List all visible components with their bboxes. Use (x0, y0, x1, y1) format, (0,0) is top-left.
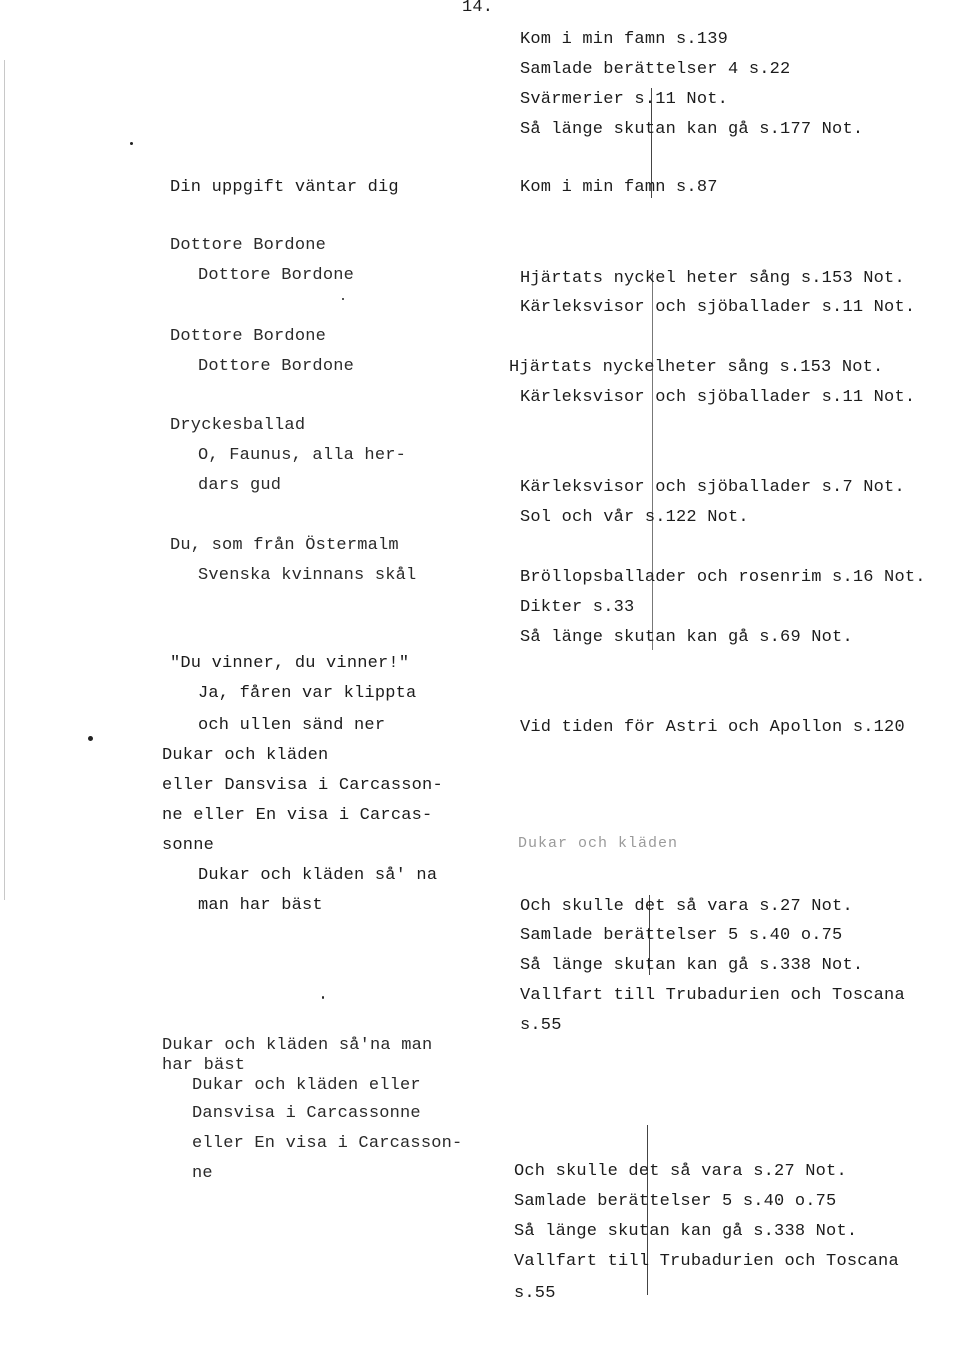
title-line: Svenska kvinnans skål (198, 566, 417, 585)
entry-line: Samlade berättelser 4 s.22 (520, 60, 791, 79)
entry-line: Bröllopsballader och rosenrim s.16 Not. (520, 568, 926, 587)
title-line: O, Faunus, alla her- (198, 446, 407, 465)
entry-line: s.55 (520, 1016, 562, 1035)
title-line: Dryckesballad (170, 416, 306, 435)
entry-line: Så länge skutan kan gå s.338 Not. (520, 956, 864, 975)
page-number: 14. (462, 0, 494, 17)
entry-line: Så länge skutan kan gå s.177 Not. (520, 120, 864, 139)
smudged-entry-line: Dukar och kläden (518, 835, 679, 852)
title-line: har bäst (162, 1056, 246, 1075)
entry-line: Svärmerier s.11 Not. (520, 90, 729, 109)
entry-line: Samlade berättelser 5 s.40 o.75 (520, 926, 843, 945)
entry-line: Samlade berättelser 5 s.40 o.75 (514, 1192, 837, 1211)
title-line: Dottore Bordone (198, 357, 355, 376)
title-line: "Du vinner, du vinner!" (170, 654, 410, 673)
entry-line: Kom i min famn s.87 (520, 178, 718, 197)
title-line: Dottore Bordone (170, 327, 327, 346)
entry-line: Hjärtats nyckelheter sång s.153 Not. (509, 358, 884, 377)
entry-line: Så länge skutan kan gå s.338 Not. (514, 1222, 858, 1241)
speck (322, 996, 324, 999)
title-line: eller Dansvisa i Carcasson- (162, 776, 443, 795)
scan-edge-mark (4, 60, 5, 900)
speck (342, 298, 344, 300)
entry-line: Och skulle det så vara s.27 Not. (520, 897, 853, 916)
title-line: Dukar och kläden eller (192, 1076, 421, 1095)
entry-line: Sol och vår s.122 Not. (520, 508, 749, 527)
title-line: Dansvisa i Carcassonne (192, 1104, 421, 1123)
entry-line: Dikter s.33 (520, 598, 635, 617)
title-line: Din uppgift väntar dig (170, 178, 399, 197)
title-line: ne (192, 1164, 213, 1183)
entry-line: Vallfart till Trubadurien och Toscana (520, 986, 905, 1005)
entry-line: Vid tiden för Astri och Apollon s.120 (520, 718, 905, 737)
title-line: Ja, fåren var klippta (198, 684, 417, 703)
entry-line: Kom i min famn s.139 (520, 30, 729, 49)
speck (130, 142, 133, 145)
title-line: Du, som från Östermalm (170, 536, 399, 555)
speck (88, 736, 93, 741)
title-line: eller En visa i Carcasson- (192, 1134, 463, 1153)
entry-line: Så länge skutan kan gå s.69 Not. (520, 628, 853, 647)
title-line: Dukar och kläden så' na (198, 866, 438, 885)
entry-line: Kärleksvisor och sjöballader s.11 Not. (520, 298, 916, 317)
title-line: Dottore Bordone (170, 236, 327, 255)
title-line: man har bäst (198, 896, 323, 915)
entry-line: Och skulle det så vara s.27 Not. (514, 1162, 847, 1181)
entry-line: Kärleksvisor och sjöballader s.11 Not. (520, 388, 916, 407)
pencil-line (652, 270, 653, 650)
title-line: Dukar och kläden (162, 746, 329, 765)
title-line: sonne (162, 836, 215, 855)
entry-line: Hjärtats nyckel heter sång s.153 Not. (520, 269, 905, 288)
entry-line: Vallfart till Trubadurien och Toscana (514, 1252, 899, 1271)
title-line: dars gud (198, 476, 282, 495)
title-line: och ullen sänd ner (198, 716, 386, 735)
title-line: ne eller En visa i Carcas- (162, 806, 433, 825)
title-line: Dottore Bordone (198, 266, 355, 285)
entry-line: Kärleksvisor och sjöballader s.7 Not. (520, 478, 905, 497)
title-line: Dukar och kläden så'na man (162, 1036, 433, 1055)
entry-line: s.55 (514, 1284, 556, 1303)
